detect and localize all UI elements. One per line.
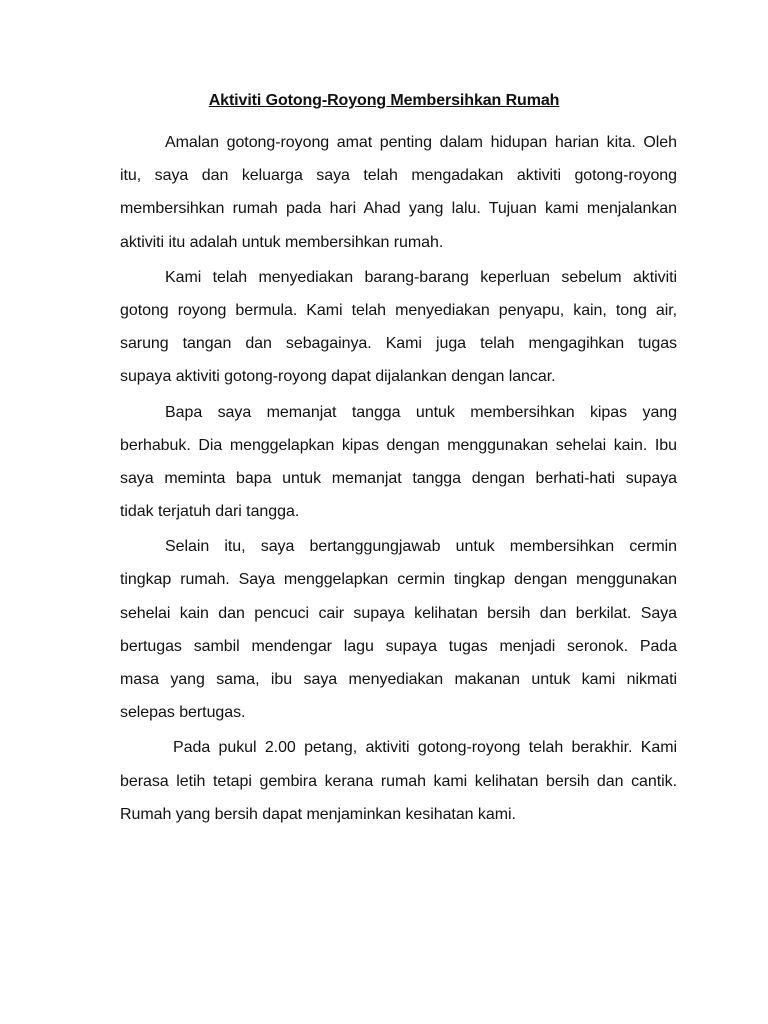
paragraph-line: berhabuk. Dia menggelapkan kipas dengan menggunakan sehelai kain. Ibu	[120, 436, 677, 454]
paragraph-line: Bapa saya memanjat tangga untuk membersihkan kipas yang	[165, 403, 677, 421]
paragraph-line: aktiviti itu adalah untuk membersihkan rumah.	[120, 233, 444, 251]
paragraph-line: membersihkan rumah pada hari Ahad yang lalu. Tujuan kami menjalankan	[120, 200, 677, 218]
paragraph	[120, 266, 677, 399]
paragraph-line: tidak terjatuh dari tangga.	[120, 503, 300, 521]
paragraph-line: Selain itu, saya bertanggungjawab untuk membersihkan cermin	[165, 538, 677, 556]
paragraph	[120, 401, 677, 534]
paragraph-line: Kami telah menyediakan barang-barang keperluan sebelum aktiviti	[165, 268, 677, 286]
paragraph-line: saya meminta bapa untuk memanjat tangga dengan berhati-hati supaya	[120, 469, 677, 487]
paragraph	[120, 131, 677, 264]
paragraph-line: Pada pukul 2.00 petang, aktiviti gotong-royong telah berakhir. Kami	[173, 739, 677, 757]
paragraph	[120, 736, 677, 836]
document-body	[120, 131, 677, 838]
paragraph-line: bertugas sambil mendengar lagu supaya tugas menjadi seronok. Pada	[120, 637, 677, 655]
document-title: Aktiviti Gotong-Royong Membersihkan Rumah	[208, 92, 560, 109]
paragraph-line: masa yang sama, ibu saya menyediakan makanan untuk kami nikmati	[120, 671, 677, 688]
paragraph-line: tingkap rumah. Saya menggelapkan cermin tingkap dengan menggunakan	[120, 571, 677, 589]
paragraph-line: itu, saya dan keluarga saya telah mengadakan aktiviti gotong-royong	[120, 167, 677, 185]
paragraph-line: sarung tangan dan sebagainya. Kami juga telah mengagihkan tugas	[120, 335, 677, 353]
paragraph-line: Rumah yang bersih dapat menjaminkan kesihatan kami.	[120, 805, 516, 823]
paragraph-line: Amalan gotong-royong amat penting dalam hidupan harian kita. Oleh	[165, 134, 677, 151]
paragraph-line: gotong royong bermula. Kami telah menyediakan penyapu, kain, tong air,	[120, 301, 677, 319]
paragraph-line: berasa letih tetapi gembira kerana rumah kami kelihatan bersih dan cantik.	[120, 772, 677, 790]
paragraph-line: sehelai kain dan pencuci cair supaya kelihatan bersih dan berkilat. Saya	[120, 604, 677, 622]
paragraph-line: selepas bertugas.	[120, 704, 246, 722]
paragraph	[120, 535, 677, 734]
paragraph-line: supaya aktiviti gotong-royong dapat dijalankan dengan lancar.	[120, 368, 556, 386]
